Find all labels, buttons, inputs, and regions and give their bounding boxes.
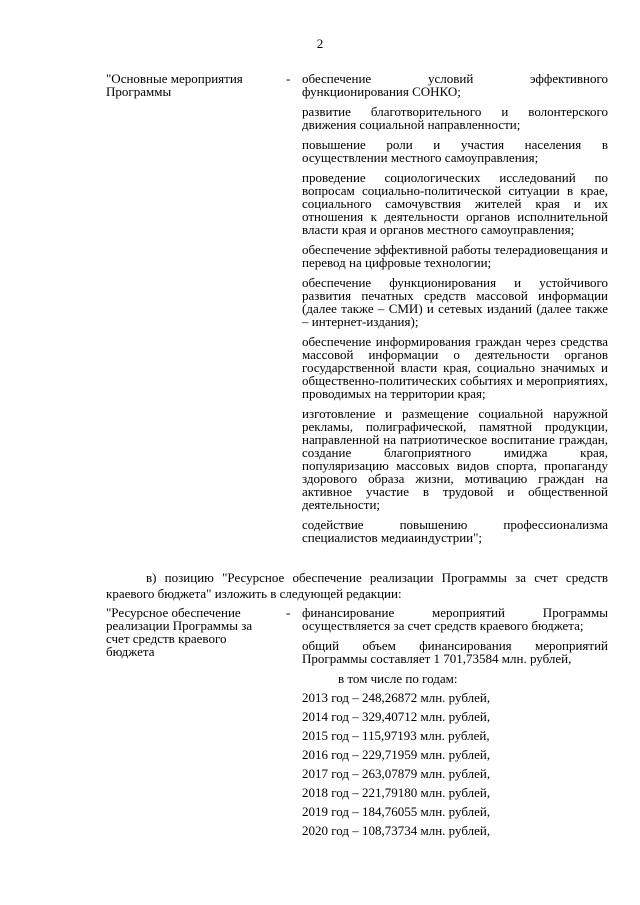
activity-item: развитие благотворительного и волонтерского движения социальной направленности; xyxy=(302,104,608,132)
main-activities-label: "Основные мероприятия Программы xyxy=(106,71,243,99)
page-number: 2 xyxy=(316,36,324,51)
year-row: 2020 год – 108,73734 млн. рублей, xyxy=(302,823,491,838)
by-years-intro: в том числе по годам: xyxy=(338,671,458,686)
activity-item: содействие повышению профессионализма специалистов медиаиндустрии"; xyxy=(302,517,608,545)
year-row: 2014 год – 329,40712 млн. рублей, xyxy=(302,709,491,724)
main-activities-list xyxy=(302,72,608,551)
year-row: 2016 год – 229,71959 млн. рублей, xyxy=(302,747,491,762)
activity-item: обеспечение эффективной работы телерадиовещания и перевод на цифровые технологии; xyxy=(302,242,608,270)
year-row: 2017 год – 263,07879 млн. рублей, xyxy=(302,766,491,781)
year-row: 2013 год – 248,26872 млн. рублей, xyxy=(302,690,491,705)
resource-provision-label: "Ресурсное обеспечение реализации Программы за счет средств краевого бюджета xyxy=(106,605,253,659)
year-row: 2015 год – 115,97193 млн. рублей, xyxy=(302,728,490,743)
activity-item: обеспечение функционирования и устойчивого развития печатных средств массовой информации (далее также – СМИ) и сетевых изданий (далее также – интернет-издания); xyxy=(302,275,608,329)
paragraph-b: в) позицию "Ресурсное обеспечение реализации Программы за счет средств краевого бюджета" изложить в следующей редакции: xyxy=(106,570,608,601)
resource-provision-list xyxy=(302,606,608,843)
year-row: 2018 год – 221,79180 млн. рублей, xyxy=(302,785,491,800)
activity-item: изготовление и размещение социальной наружной рекламы, полиграфической, памятной продукции, направленной на патриотическое воспитание граждан, создание благоприятного имиджа края, популяризацию массовых видов спорта, пропаганду здорового образа жизни, мотивацию граждан на активное участие в трудовой и общественной деятельности; xyxy=(302,406,608,512)
activity-item: повышение роли и участия населения в осуществлении местного самоуправления; xyxy=(302,137,608,165)
dash: - xyxy=(286,71,291,86)
funding-item: финансирование мероприятий Программы осуществляется за счет средств краевого бюджета; xyxy=(302,605,608,633)
activity-item: обеспечение информирования граждан через средства массовой информации о деятельности органов государственной власти края, социально значимых и общественно-политических событиях и мероприятиях, проводимых на территории края; xyxy=(302,334,608,401)
activity-item: обеспечение условий эффективного функционирования СОНКО; xyxy=(302,71,608,99)
activity-item: проведение социологических исследований по вопросам социально-политической ситуации в крае, социального самочувствия жителей края и их отношения к деятельности органов исполнительной власти края и органов местного самоуправления; xyxy=(302,170,608,237)
funding-item: общий объем финансирования мероприятий Программы составляет 1 701,73584 млн. рублей, xyxy=(302,638,608,666)
dash: - xyxy=(286,605,291,620)
year-row: 2019 год – 184,76055 млн. рублей, xyxy=(302,804,491,819)
